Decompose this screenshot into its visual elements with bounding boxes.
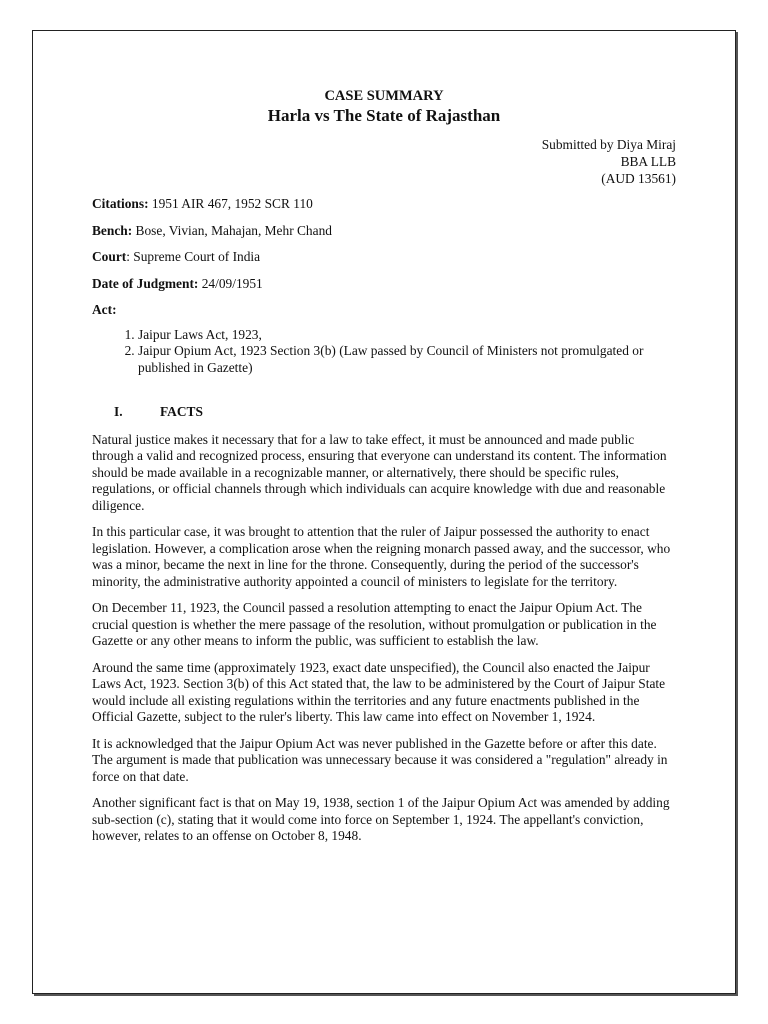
- bench-value: Bose, Vivian, Mahajan, Mehr Chand: [132, 222, 332, 238]
- date-field: [92, 276, 676, 293]
- court-label: Court: [92, 249, 127, 264]
- submitted-id: (AUD 13561): [601, 171, 676, 186]
- bench-field: [92, 223, 676, 240]
- acts-list: [92, 327, 676, 377]
- list-item: 2. Jaipur Opium Act, 1923 Section 3(b) (Law passed by Council of Ministers not promulgated or published in Gazette): [138, 343, 676, 376]
- court-value: : Supreme Court of India: [126, 249, 261, 264]
- court-field: [92, 249, 676, 266]
- case-title: Harla vs The State of Rajasthan: [267, 106, 501, 125]
- act-label: Act:: [92, 302, 117, 317]
- bench-label: Bench:: [92, 222, 133, 238]
- act-field: [92, 302, 676, 319]
- citations-value: 1951 AIR 467, 1952 SCR 110: [148, 196, 313, 211]
- submitted-by: Submitted by Diya Miraj: [541, 137, 676, 152]
- paragraph: In this particular case, it was brought to attention that the ruler of Jaipur possessed the authority to enact legislation. However, a complication arose when the reigning monarch passed away, and the successor, who was a minor, became the next in line for the throne. Consequently, during the period of the successor's minority, the administrative authority appointed a council of ministers to legislate for the territory.: [92, 524, 671, 589]
- date-value: 24/09/1951: [198, 275, 263, 291]
- submitted-block: [92, 136, 676, 187]
- citations-label: Citations:: [92, 196, 149, 211]
- paragraph: It is acknowledged that the Jaipur Opium Act was never published in the Gazette before or after this date. The argument is made that publication was unnecessary because it was considered a "regulation" already in force on that date.: [92, 735, 668, 784]
- section-heading-facts: [92, 404, 676, 421]
- doc-type-heading: CASE SUMMARY: [324, 88, 444, 104]
- paragraph: Around the same time (approximately 1923, exact date unspecified), the Council also enacted the Jaipur Laws Act, 1923. Section 3(b) of this Act stated that, the law to be administered by the Court of Jaipur State would include all existing regulations within the territories and any future enactments published in the Official Gazette, subject to the ruler's liberty. This law came into effect on November 1, 1924.: [92, 659, 666, 724]
- submitted-program: BBA LLB: [620, 154, 676, 169]
- date-label: Date of Judgment:: [92, 275, 199, 291]
- document-body: [92, 87, 676, 845]
- list-item: 1. Jaipur Laws Act, 1923,: [138, 327, 676, 344]
- paragraph: Natural justice makes it necessary that for a law to take effect, it must be announced and made public through a valid and recognized process, ensuring that everyone can understand its content. The information should be made available in a recognizable manner, or alternatively, there should be specific rules, regulations, or official channels through which individuals can acquire knowledge with due and reasonable diligence.: [92, 431, 667, 513]
- paragraph: On December 11, 1923, the Council passed a resolution attempting to enact the Jaipur Opium Act. The crucial question is whether the mere passage of the resolution, without promulgation or publication in the Gazette or any other means to inform the public, was sufficient to establish the law.: [92, 600, 657, 648]
- citations-field: [92, 196, 676, 213]
- section-number: I.: [114, 404, 123, 419]
- paragraph: Another significant fact is that on May 19, 1938, section 1 of the Jaipur Opium Act was amended by adding sub-section (c), stating that it would come into force on September 1, 1924. The appellant's conviction, however, relates to an offense on October 8, 1948.: [92, 795, 670, 843]
- section-title: FACTS: [160, 404, 203, 419]
